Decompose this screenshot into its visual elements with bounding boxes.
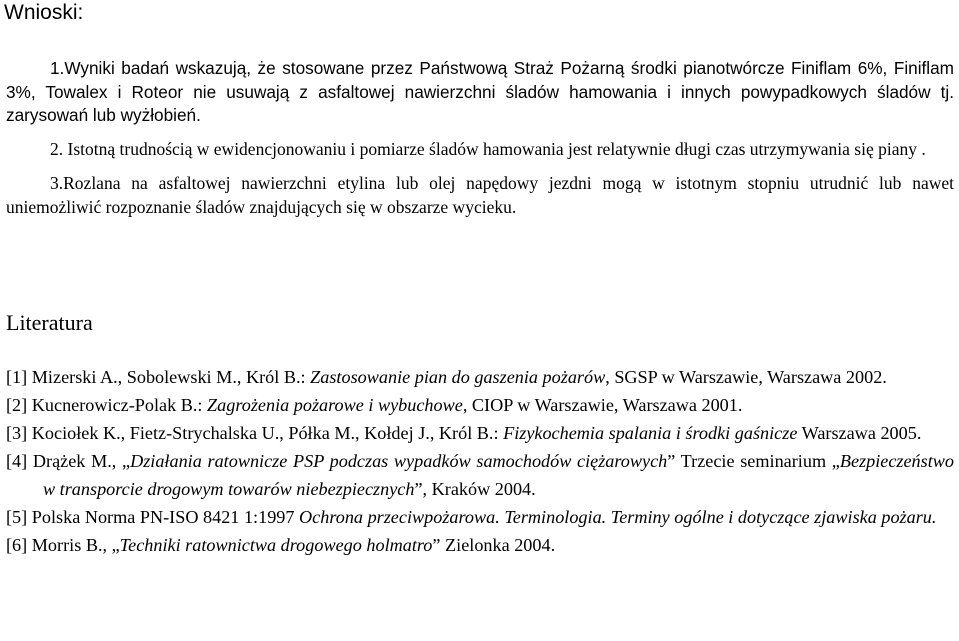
reference-title: Zagrożenia pożarowe i wybuchowe xyxy=(207,395,463,415)
conclusion-2: 2. Istotną trudnością w ewidencjonowaniu i pomiarze śladów hamowania jest relatywnie długi czas utrzymywania się piany . xyxy=(50,138,926,159)
reference-title: Techniki ratownictwa drogowego holmatro xyxy=(119,535,433,555)
reference-number: [1] xyxy=(6,367,28,387)
reference-details: , SGSP w Warszawie, Warszawa 2002. xyxy=(605,367,887,387)
reference-number: [2] xyxy=(6,395,28,415)
references-list xyxy=(6,363,954,559)
reference-authors: Kociołek K., Fietz-Strychalska U., Półka M., Kołdej J., Król B.: xyxy=(31,423,504,443)
reference-4 xyxy=(6,447,954,503)
reference-details: ” Zielonka 2004. xyxy=(432,535,556,555)
reference-details: Warszawa 2005. xyxy=(797,423,922,443)
reference-authors: Drążek M., „ xyxy=(32,451,131,471)
reference-authors: Mizerski A., Sobolewski M., Król B.: xyxy=(31,367,311,387)
conclusions-heading: Wnioski: xyxy=(4,1,84,24)
reference-number: [3] xyxy=(6,423,28,443)
conclusion-3: 3.Rozlana na asfaltowej nawierzchni etylina lub olej napędowy jezdni mogą w istotnym stopniu utrudnić lub nawet uniemożliwić rozpoznanie śladów znajdujących się w obszarze wycieku. xyxy=(6,173,954,217)
reference-authors: Polska Norma PN-ISO 8421 1:1997 xyxy=(31,507,300,527)
reference-2 xyxy=(6,391,954,419)
references-heading: Literatura xyxy=(6,310,93,335)
conclusions-list xyxy=(6,57,954,219)
reference-details-middle: ” Trzecie seminarium „ xyxy=(667,451,840,471)
reference-number: [5] xyxy=(6,507,28,527)
reference-number: [4] xyxy=(6,451,28,471)
reference-details: ”, Kraków 2004. xyxy=(414,479,536,499)
reference-title: Ochrona przeciwpożarowa. Terminologia. Terminy ogólne i dotyczące zjawiska pożaru. xyxy=(299,507,937,527)
reference-title: Zastosowanie pian do gaszenia pożarów xyxy=(310,367,606,387)
reference-title-secondary: Bezpieczeństwo w transporcie drogowym towarów niebezpiecznych xyxy=(43,451,954,499)
conclusion-1: 1.Wyniki badań wskazują, że stosowane przez Państwową Straż Pożarną środki pianotwórcze Finiflam 6%, Finiflam 3%, Towalex i Roteor nie usuwają z asfaltowej nawierzchni śladów hamowania i innych powypadkowych śladów tj. zarysowań lub wyżłobień. xyxy=(6,58,954,125)
reference-6 xyxy=(6,531,954,559)
reference-title: Fizykochemia spalania i środki gaśnicze xyxy=(503,423,798,443)
reference-details: , CIOP w Warszawie, Warszawa 2001. xyxy=(462,395,743,415)
reference-authors: Kucnerowicz-Polak B.: xyxy=(31,395,208,415)
reference-1 xyxy=(6,363,954,391)
reference-number: [6] xyxy=(6,535,28,555)
reference-3 xyxy=(6,419,954,447)
reference-authors: Morris B., „ xyxy=(31,535,120,555)
reference-5 xyxy=(6,503,954,531)
reference-title: Działania ratownicze PSP podczas wypadków samochodów ciężarowych xyxy=(130,451,668,471)
